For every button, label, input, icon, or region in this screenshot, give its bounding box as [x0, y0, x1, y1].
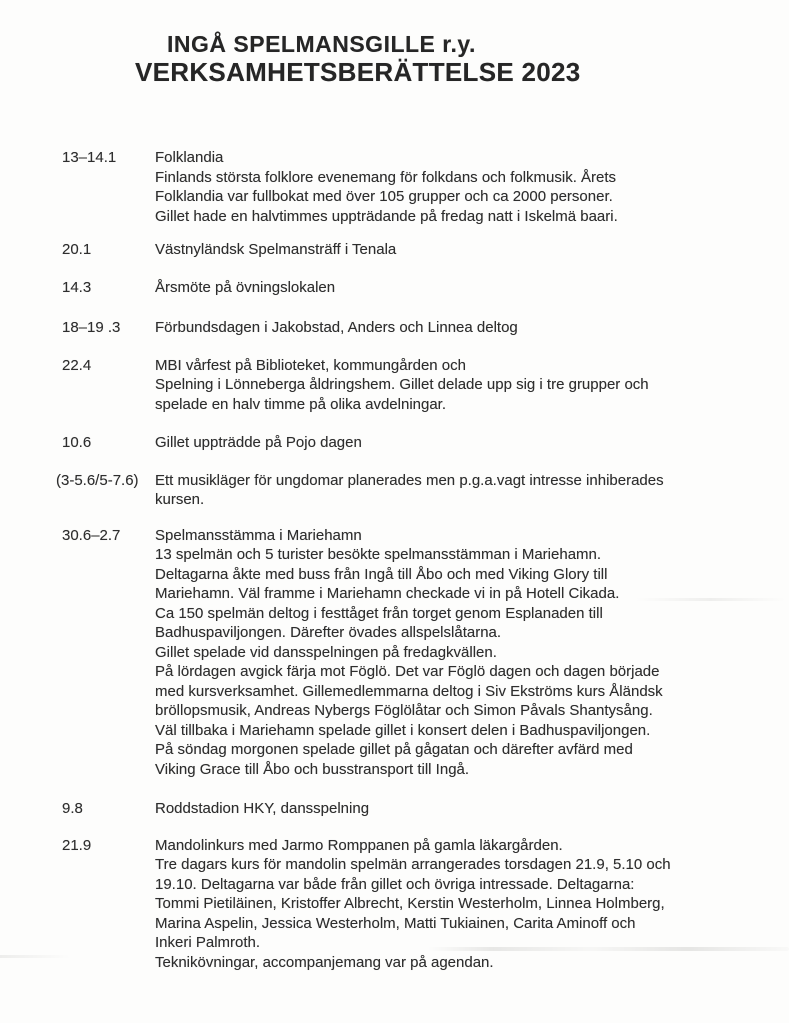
event-line: MBI vårfest på Biblioteket, kommungården och [155, 356, 466, 374]
event-text [155, 318, 789, 338]
event-line: Mandolinkurs med Jarmo Romppanen på gamla läkargården. [155, 836, 563, 854]
event-line: spelade en halv timme på olika avdelningar. [155, 395, 447, 413]
event-line: Gillet spelade vid dansspelningen på fredagkvällen. [155, 643, 497, 661]
event-line: Väl tillbaka i Mariehamn spelade gillet i konsert delen i Badhuspaviljongen. [155, 721, 651, 739]
event-row [62, 356, 789, 415]
document-title-line2: VERKSAMHETSBERÄTTELSE 2023 [135, 57, 581, 87]
event-date: 20.1 [62, 241, 92, 258]
event-text [155, 836, 789, 973]
event-date: 30.6–2.7 [62, 526, 121, 544]
event-line: Marina Aspelin, Jessica Westerholm, Matti Tukiainen, Carita Aminoff och [155, 914, 636, 932]
event-line: Ett musikläger för ungdomar planerades men p.g.a.vagt intresse inhiberades [155, 471, 664, 489]
event-line: Badhuspaviljongen. Därefter övades allspelslåtarna. [155, 624, 502, 641]
event-text [155, 278, 789, 298]
event-date: 9.8 [62, 800, 83, 817]
event-date: 21.9 [62, 836, 92, 854]
event-line: Teknikövningar, accompanjemang var på agendan. [155, 953, 494, 971]
event-line: Förbundsdagen i Jakobstad, Anders och Linnea deltog [155, 319, 518, 336]
event-line: Finlands största folklore evenemang för folkdans och folkmusik. Årets [155, 168, 617, 186]
event-line: Västnyländsk Spelmansträff i Tenala [155, 241, 397, 258]
event-line: med kursverksamhet. Gillemedlemmarna deltog i Siv Ekströms kurs Åländsk [155, 682, 663, 700]
event-date: 13–14.1 [62, 149, 117, 166]
event-line: Folklandia var fullbokat med över 105 grupper och ca 2000 personer. [155, 188, 613, 205]
event-text [155, 356, 789, 415]
event-text [155, 148, 789, 226]
event-line: Ca 150 spelmän deltog i festtåget från torget genom Esplanaden till [155, 604, 603, 622]
event-line: Gillet hade en halvtimmes uppträdande på fredag natt i Iskelmä baari. [155, 207, 618, 225]
event-row [56, 471, 789, 510]
event-row [62, 433, 789, 453]
event-line: Gillet uppträdde på Pojo dagen [155, 434, 362, 451]
event-line: kursen. [155, 491, 205, 508]
event-text [155, 471, 789, 510]
event-row [62, 799, 789, 819]
event-line: Tre dagars kurs för mandolin spelmän arrangerades torsdagen 21.9, 5.10 och [155, 856, 671, 873]
event-text [155, 799, 789, 819]
event-text [155, 240, 789, 260]
event-line: Viking Grace till Åbo och busstransport till Ingå. [155, 760, 470, 778]
event-line: bröllopsmusik, Andreas Nybergs Föglölåtar och Simon Påvals Shantysång. [155, 702, 653, 719]
event-line: Inkeri Palmroth. [155, 934, 261, 951]
event-line: Folklandia [155, 149, 224, 166]
event-line: Mariehamn. Väl framme i Mariehamn checkade vi in på Hotell Cikada. [155, 585, 620, 602]
event-date: 22.4 [62, 356, 92, 374]
event-date: 18–19 .3 [62, 319, 121, 336]
event-line: På lördagen avgick färja mot Föglö. Det var Föglö dagen och dagen började [155, 663, 660, 680]
event-line: Spelmansstämma i Mariehamn [155, 526, 362, 544]
document-title [0, 0, 789, 86]
event-text [155, 433, 789, 453]
event-line: 13 spelmän och 5 turister besökte spelmansstämman i Mariehamn. [155, 546, 602, 563]
event-line: På söndag morgonen spelade gillet på gågatan och därefter avfärd med [155, 741, 633, 758]
event-row [62, 148, 789, 226]
event-text [155, 526, 789, 780]
event-date: 14.3 [62, 278, 92, 296]
event-line: Tommi Pietiläinen, Kristoffer Albrecht, Kerstin Westerholm, Linnea Holmberg, [155, 895, 665, 912]
document-title-line1: INGÅ SPELMANSGILLE r.y. [167, 31, 476, 57]
event-date: 10.6 [62, 434, 92, 451]
event-row [62, 278, 789, 298]
event-row [62, 240, 789, 260]
event-line: Deltagarna åkte med buss från Ingå till Åbo och med Viking Glory till [155, 565, 608, 583]
event-date: (3-5.6/5-7.6) [56, 471, 139, 489]
event-line: 19.10. Deltagarna var både från gillet och övriga intressade. Deltagarna: [155, 875, 635, 893]
event-row [62, 318, 789, 338]
event-line: Spelning i Lönneberga åldringshem. Gillet delade upp sig i tre grupper och [155, 376, 649, 393]
event-line: Roddstadion HKY, dansspelning [155, 800, 370, 817]
event-line: Årsmöte på övningslokalen [155, 278, 336, 296]
event-row [62, 836, 789, 973]
event-list [0, 148, 789, 972]
event-row [62, 526, 789, 780]
